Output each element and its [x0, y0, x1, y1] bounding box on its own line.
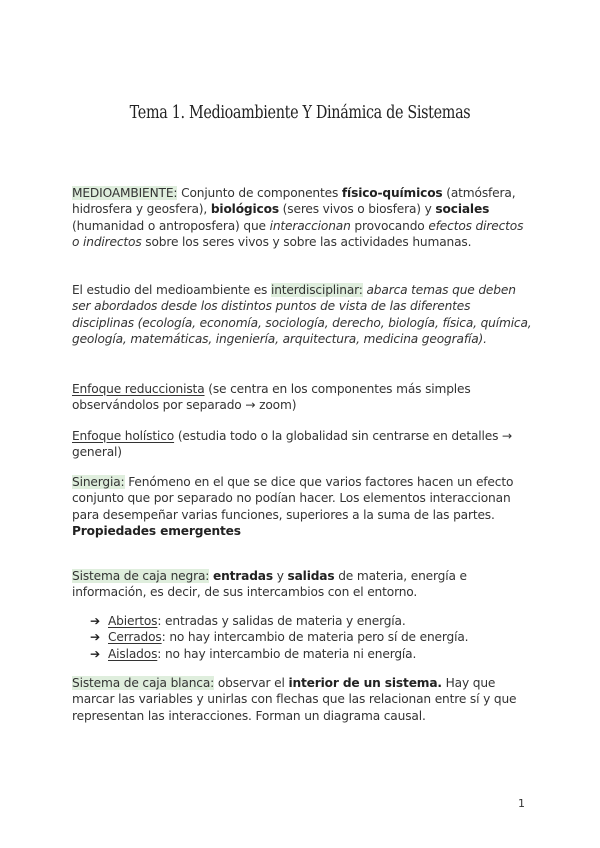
text: observar el [214, 676, 289, 690]
term-highlight: interdisciplinar: [270, 283, 363, 297]
bold-text: biológicos [210, 202, 279, 217]
italic-text: interaccionan [269, 218, 351, 233]
paragraph-reduccionista [72, 381, 534, 414]
term-highlight: Sistema de caja negra: [72, 569, 210, 583]
bold-text: sociales [435, 202, 490, 217]
text: (estudia todo o la globalidad sin centrarse en detalles → general) [72, 429, 513, 460]
page-number: 1 [518, 797, 525, 810]
term-underline: Aislados [108, 646, 158, 661]
definition-medioambiente [72, 185, 534, 251]
arrow-right-icon: ➔ [90, 646, 101, 661]
text: : no hay intercambio de materia ni energía. [157, 646, 417, 661]
text: de materia, energía e información, es decir, de sus intercambios con el entorno. [72, 569, 467, 600]
italic-text: abarca temas que deben ser abordados desde los distintos puntos de vista de las diferentes disciplinas (ecología, economía, sociología, derecho, biología, física, química, geología, matemáticas, ingeniería, arquitectura, medicina geografía). [72, 283, 532, 347]
paragraph-holistico [72, 428, 534, 461]
paragraph-interdisciplinar [72, 282, 534, 348]
bold-text: salidas [287, 569, 335, 583]
arrow-right-icon: ➔ [90, 630, 101, 645]
text: (humanidad o antroposfera) que [72, 218, 270, 233]
system-types-list [90, 613, 530, 662]
bold-text: entradas [212, 569, 273, 583]
text: El estudio del medioambiente es [72, 283, 271, 297]
text: Fenómeno en el que se dice que varios factores hacen un efecto conjunto que por separado no podían hacer. Los elementos interaccionan para desempeñar varias funciones, superiores a la suma de las partes. [72, 475, 514, 522]
text: : no hay intercambio de materia pero sí de energía. [161, 630, 469, 645]
bold-text: Propiedades emergentes [72, 524, 241, 539]
paragraph-sinergia [72, 474, 534, 540]
text: provocando [350, 218, 429, 233]
term-underline: Enfoque reduccionista [72, 382, 205, 396]
term-highlight: Sinergia: [72, 475, 125, 489]
term-highlight: Sistema de caja blanca: [72, 676, 215, 690]
paragraph-caja-blanca [72, 675, 534, 724]
bold-text: físico-químicos [341, 186, 443, 200]
text: sobre los seres vivos y sobre las actividades humanas. [141, 235, 472, 250]
page-title: Tema 1. Medioambiente Y Dinámica de Sistemas [129, 103, 471, 123]
text: (se centra en los componentes más simples observándolos por separado → zoom) [72, 382, 471, 413]
arrow-right-icon: ➔ [90, 614, 101, 628]
bold-text: interior de un sistema. [288, 676, 442, 690]
italic-text: efectos directos o indirectos [72, 218, 524, 250]
paragraph-caja-negra [72, 568, 534, 601]
term-underline: Cerrados [108, 630, 162, 645]
text: Hay que marcar las variables y unirlas con flechas que las relacionan entre sí y que representan las interacciones. Forman un diagrama causal. [72, 676, 517, 723]
list-item [90, 646, 530, 662]
text: y [272, 569, 288, 583]
text: (seres vivos o biosfera) y [278, 202, 436, 217]
list-item [90, 629, 530, 645]
text: Conjunto de componentes [177, 186, 342, 200]
term-highlight: MEDIOAMBIENTE: [72, 186, 178, 200]
text: : entradas y salidas de materia y energía. [157, 614, 406, 628]
list-item [90, 613, 530, 629]
text: (atmósfera, hidrosfera y geosfera), [72, 186, 516, 217]
term-underline: Enfoque holístico [72, 429, 175, 443]
term-underline: Abiertos [108, 614, 158, 628]
